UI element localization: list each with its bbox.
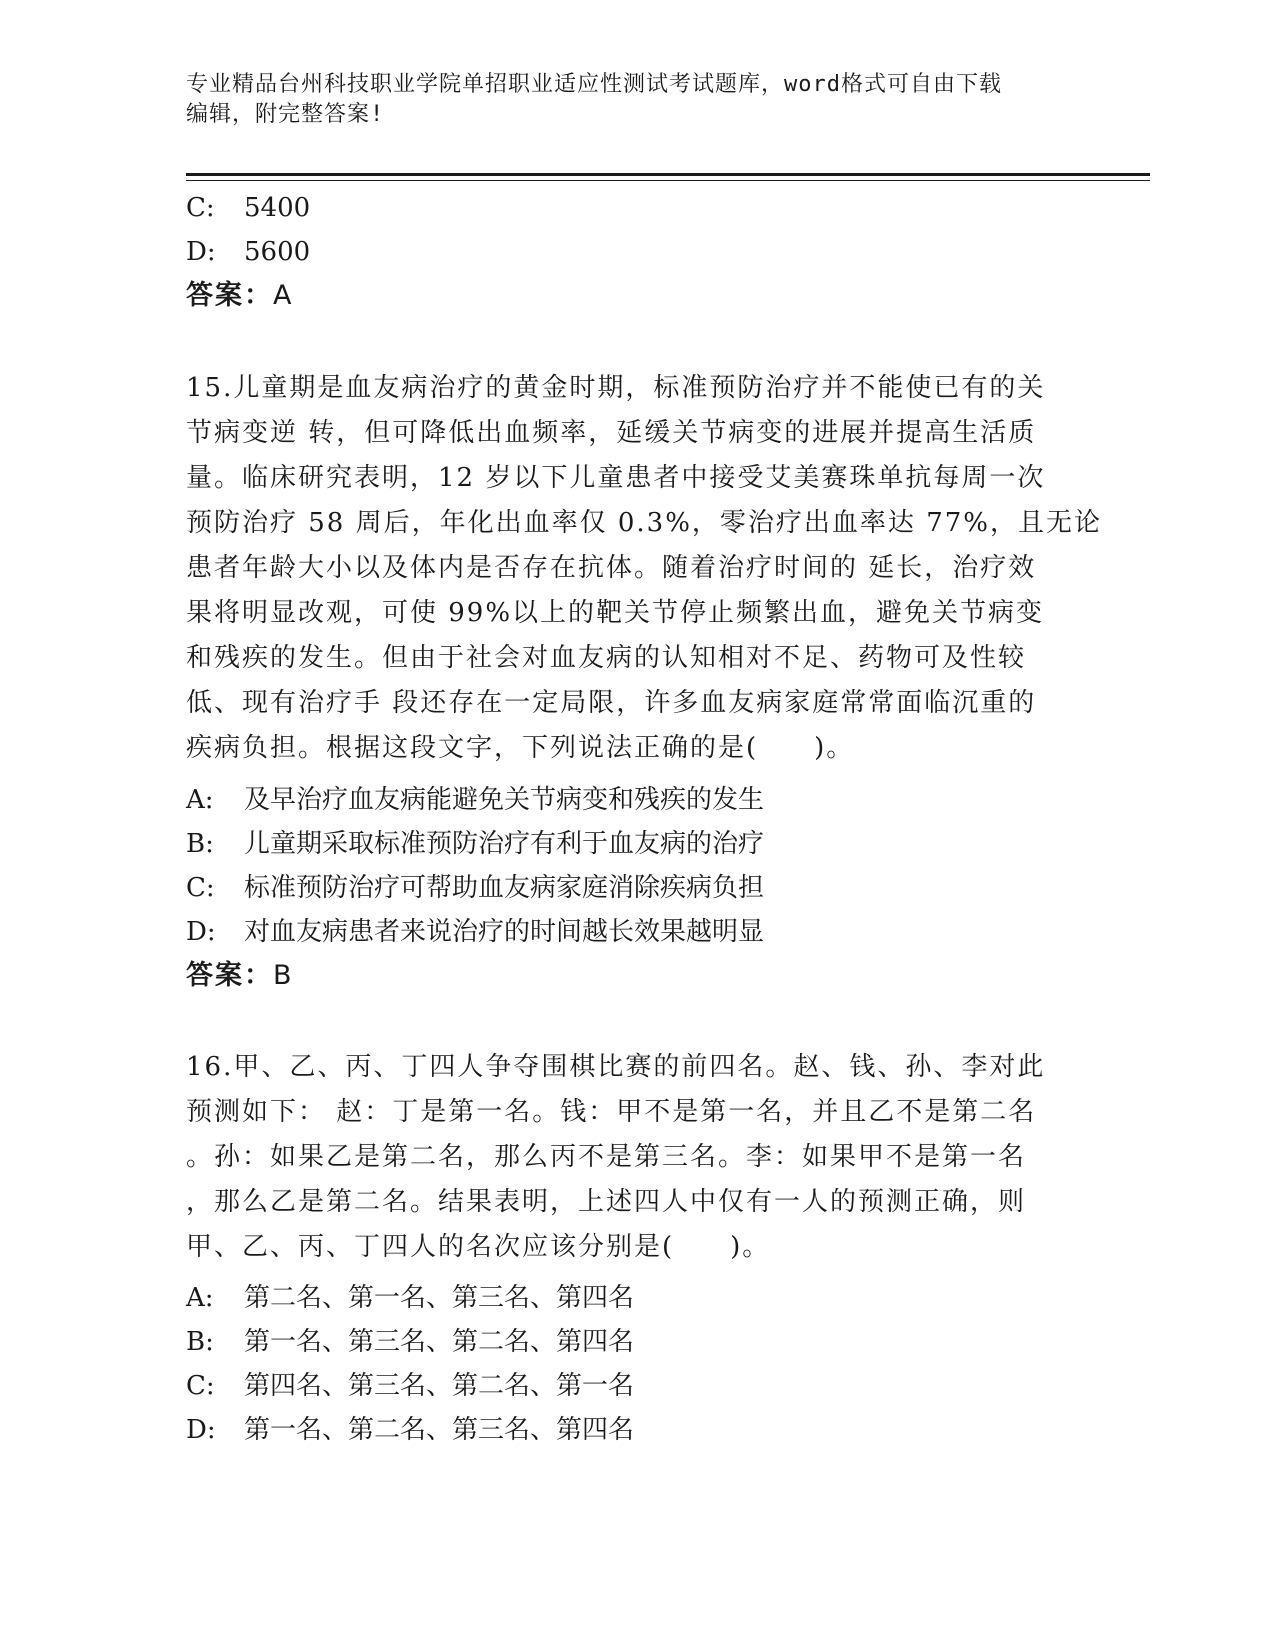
option-label: C: bbox=[186, 1371, 215, 1401]
stem-line: 低、现有治疗手 段还存在一定局限，许多血友病家庭常常面临沉重的 bbox=[186, 688, 1037, 718]
q15-option-d bbox=[186, 916, 764, 948]
header-divider-thick bbox=[186, 173, 1150, 176]
stem-line: 节病变逆 转，但可降低出血频率，延缓关节病变的进展并提高生活质 bbox=[186, 418, 1037, 448]
option-text: 第一名、第三名、第二名、第四名 bbox=[244, 1327, 635, 1357]
answer-label: 答案： bbox=[186, 280, 273, 311]
stem-line: 15.儿童期是血友病治疗的黄金时期，标准预防治疗并不能使已有的关 bbox=[186, 373, 1046, 403]
option-label: A: bbox=[186, 785, 214, 815]
q15-option-a bbox=[186, 784, 764, 816]
option-label: D: bbox=[186, 917, 216, 947]
option-label: D: bbox=[186, 1415, 216, 1445]
q16-option-a bbox=[186, 1282, 634, 1314]
q16-option-d bbox=[186, 1414, 634, 1446]
stem-line: 量。临床研究表明，12 岁以下儿童患者中接受艾美赛珠单抗每周一次 bbox=[186, 463, 1046, 493]
option-text: 5400 bbox=[244, 193, 311, 223]
stem-line: 患者年龄大小以及体内是否存在抗体。随着治疗时间的 延长，治疗效 bbox=[186, 553, 1037, 583]
option-label: A: bbox=[186, 1283, 214, 1313]
q14-answer bbox=[186, 280, 293, 312]
stem-line: 预防治疗 58 周后，年化出血率仅 0.3%，零治疗出血率达 77%，且无论 bbox=[186, 508, 1102, 538]
q16-option-b bbox=[186, 1326, 634, 1358]
q14-option-d bbox=[186, 236, 310, 268]
option-text: 第四名、第三名、第二名、第一名 bbox=[244, 1371, 635, 1401]
stem-line: 果将明显改观，可使 99%以上的靶关节停止频繁出血，避免关节病变 bbox=[186, 598, 1045, 628]
option-text: 标准预防治疗可帮助血友病家庭消除疾病负担 bbox=[244, 873, 765, 903]
stem-line: 。孙：如果乙是第二名，那么丙不是第三名。李：如果甲不是第一名 bbox=[186, 1142, 1027, 1172]
option-label: B: bbox=[186, 829, 214, 859]
answer-label: 答案： bbox=[186, 960, 273, 991]
q16-option-c bbox=[186, 1370, 634, 1402]
option-label: C: bbox=[186, 873, 215, 903]
stem-line: ，那么乙是第二名。结果表明，上述四人中仅有一人的预测正确，则 bbox=[186, 1187, 1027, 1217]
answer-value: A bbox=[273, 280, 294, 311]
option-label: C: bbox=[186, 193, 215, 223]
question-16-stem bbox=[186, 1045, 1066, 1270]
answer-value: B bbox=[273, 960, 294, 991]
option-text: 对血友病患者来说治疗的时间越长效果越明显 bbox=[244, 917, 765, 947]
option-text: 儿童期采取标准预防治疗有利于血友病的治疗 bbox=[244, 829, 765, 859]
option-label: D: bbox=[186, 237, 216, 267]
stem-line: 预测如下： 赵：丁是第一名。钱：甲不是第一名，并且乙不是第二名 bbox=[186, 1097, 1037, 1127]
option-text: 第一名、第二名、第三名、第四名 bbox=[244, 1415, 635, 1445]
header-line-1: 专业精品台州科技职业学院单招职业适应性测试考试题库，word格式可自由下载 bbox=[186, 72, 1002, 97]
option-label: B: bbox=[186, 1327, 214, 1357]
header-line-2: 编辑，附完整答案! bbox=[186, 102, 385, 127]
option-text: 及早治疗血友病能避免关节病变和残疾的发生 bbox=[244, 785, 765, 815]
option-text: 第二名、第一名、第三名、第四名 bbox=[244, 1283, 635, 1313]
stem-line: 和残疾的发生。但由于社会对血友病的认知相对不足、药物可及性较 bbox=[186, 643, 1027, 673]
page-header bbox=[186, 70, 1066, 130]
header-divider-thin bbox=[186, 180, 1150, 181]
q14-option-c bbox=[186, 192, 310, 224]
stem-line: 16.甲、乙、丙、丁四人争夺围棋比赛的前四名。赵、钱、孙、李对此 bbox=[186, 1052, 1046, 1082]
question-15-stem bbox=[186, 366, 1102, 771]
q15-option-b bbox=[186, 828, 764, 860]
stem-line: 疾病负担。根据这段文字，下列说法正确的是( )。 bbox=[186, 733, 855, 763]
stem-line: 甲、乙、丙、丁四人的名次应该分别是( )。 bbox=[186, 1232, 771, 1262]
q15-option-c bbox=[186, 872, 764, 904]
option-text: 5600 bbox=[244, 237, 311, 267]
q15-answer bbox=[186, 960, 294, 992]
